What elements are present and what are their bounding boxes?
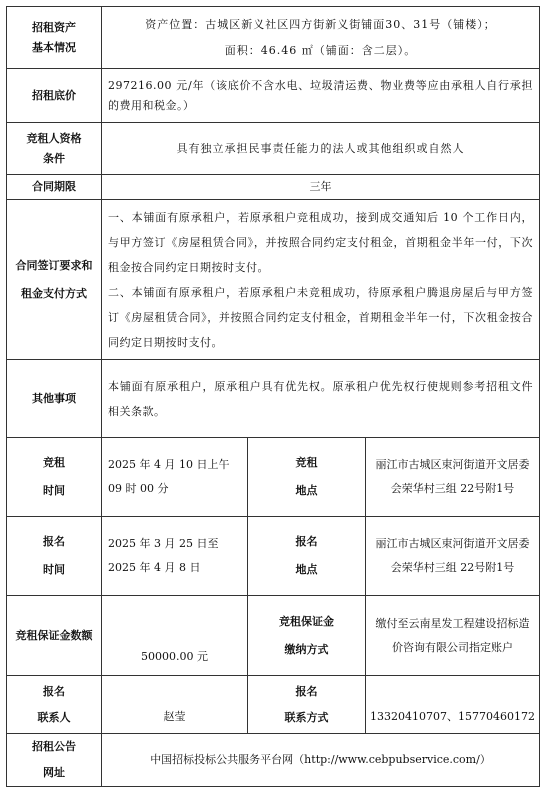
tender-notice-table <box>6 6 540 787</box>
contact-phone-value: 13320410707、15770460172 <box>366 676 540 734</box>
contract-label-line1: 合同签订要求和 <box>15 258 93 272</box>
deposit-method-label <box>248 596 366 676</box>
website-label <box>7 734 102 787</box>
contact-method-label-line2: 联系方式 <box>284 710 329 724</box>
bid-time-label-line1: 竞租 <box>43 456 65 469</box>
qualification-value: 具有独立承担民事责任能力的法人或其他组织或自然人 <box>102 123 540 175</box>
asset-label-line2: 基本情况 <box>32 40 76 54</box>
bid-place-value: 丽江市古城区束河街道开文居委会荣华村三组 22号附1号 <box>366 438 540 517</box>
qualification-label-line1: 竞租人资格 <box>26 131 82 145</box>
signup-place-label <box>248 517 366 596</box>
other-value: 本铺面有原承租户，原承租户具有优先权。原承租户优先权行使规则参考招租文件相关条款。 <box>102 360 540 438</box>
contact-value: 赵莹 <box>102 676 248 734</box>
deposit-method-label-line1: 竞租保证金 <box>279 614 334 628</box>
deposit-value: 50000.00 元 <box>102 596 248 676</box>
website-label-line1: 招租公告 <box>32 740 76 753</box>
asset-area: 面积：46.46 ㎡（铺面：含二层）。 <box>224 43 417 57</box>
signup-place-label-line1: 报名 <box>295 535 318 548</box>
website-value: 中国招标投标公共服务平台网（http://www.cebpubservice.com/） <box>102 734 540 787</box>
signup-place-value: 丽江市古城区束河街道开文居委会荣华村三组 22号附1号 <box>366 517 540 596</box>
other-label: 其他事项 <box>7 360 102 438</box>
contact-method-label <box>248 676 366 734</box>
deposit-method-label-line2: 缴纳方式 <box>284 642 329 656</box>
contract-label <box>7 200 102 360</box>
contact-label-line1: 报名 <box>43 684 65 698</box>
asset-label-line1: 招租资产 <box>32 20 76 34</box>
bid-time-label-line2: 时间 <box>43 484 65 497</box>
signup-time-label <box>7 517 102 596</box>
bid-time-value: 2025 年 4 月 10 日上午 09 时 00 分 <box>102 438 248 517</box>
qualification-label-line2: 条件 <box>43 151 65 165</box>
base-price-label: 招租底价 <box>7 69 102 123</box>
deposit-label: 竞租保证金数额 <box>7 596 102 676</box>
row-base-price <box>7 69 540 123</box>
contact-method-label-line1: 报名 <box>295 684 318 698</box>
term-label: 合同期限 <box>7 175 102 200</box>
row-other <box>7 360 540 438</box>
deposit-method-value: 缴付至云南星发工程建设招标造价咨询有限公司指定账户 <box>366 596 540 676</box>
signup-time-label-line1: 报名 <box>43 535 65 548</box>
row-contact <box>7 676 540 734</box>
contract-label-line2: 租金支付方式 <box>21 286 87 300</box>
bid-place-label-line2: 地点 <box>295 484 318 497</box>
row-signup <box>7 517 540 596</box>
row-deposit <box>7 596 540 676</box>
bid-place-label-line1: 竞租 <box>295 456 318 469</box>
contact-label <box>7 676 102 734</box>
website-label-line2: 网址 <box>43 766 65 779</box>
signup-time-value: 2025 年 3 月 25 日至 2025 年 4 月 8 日 <box>102 517 248 596</box>
row-bid-time <box>7 438 540 517</box>
contract-para2: 二、本铺面有原承租户，若原承租户未竞租成功，待原承租户腾退房屋后与甲方签订《房屋租赁合同》，并按照合同约定支付租金，首期租金半年一付，下次租金按合同约定日期按时支付。 <box>108 285 534 349</box>
base-price-value: 297216.00 元/年（该底价不含水电、垃圾清运费、物业费等应由承租人自行承担的费用和税金。） <box>102 69 540 123</box>
bid-place-label <box>248 438 366 517</box>
asset-location: 资产位置：古城区新义社区四方街新义街铺面30、31号（铺楼）； <box>145 17 496 31</box>
contract-para1: 一、本铺面有原承租户，若原承租户竞租成功，接到成交通知后 10 个工作日内，与甲方签订《房屋租赁合同》，并按照合同约定支付租金，首期租金半年一付，下次租金按合同约定日期按时支付。 <box>108 210 534 274</box>
asset-label <box>7 7 102 69</box>
row-term <box>7 175 540 200</box>
contract-value <box>102 200 540 360</box>
signup-time-label-line2: 时间 <box>43 563 65 576</box>
qualification-label <box>7 123 102 175</box>
row-contract <box>7 200 540 360</box>
bid-time-label <box>7 438 102 517</box>
row-qualification <box>7 123 540 175</box>
asset-value <box>102 7 540 69</box>
contact-label-line2: 联系人 <box>37 710 71 724</box>
row-asset <box>7 7 540 69</box>
signup-place-label-line2: 地点 <box>295 563 318 576</box>
term-value: 三年 <box>102 175 540 200</box>
row-website <box>7 734 540 787</box>
